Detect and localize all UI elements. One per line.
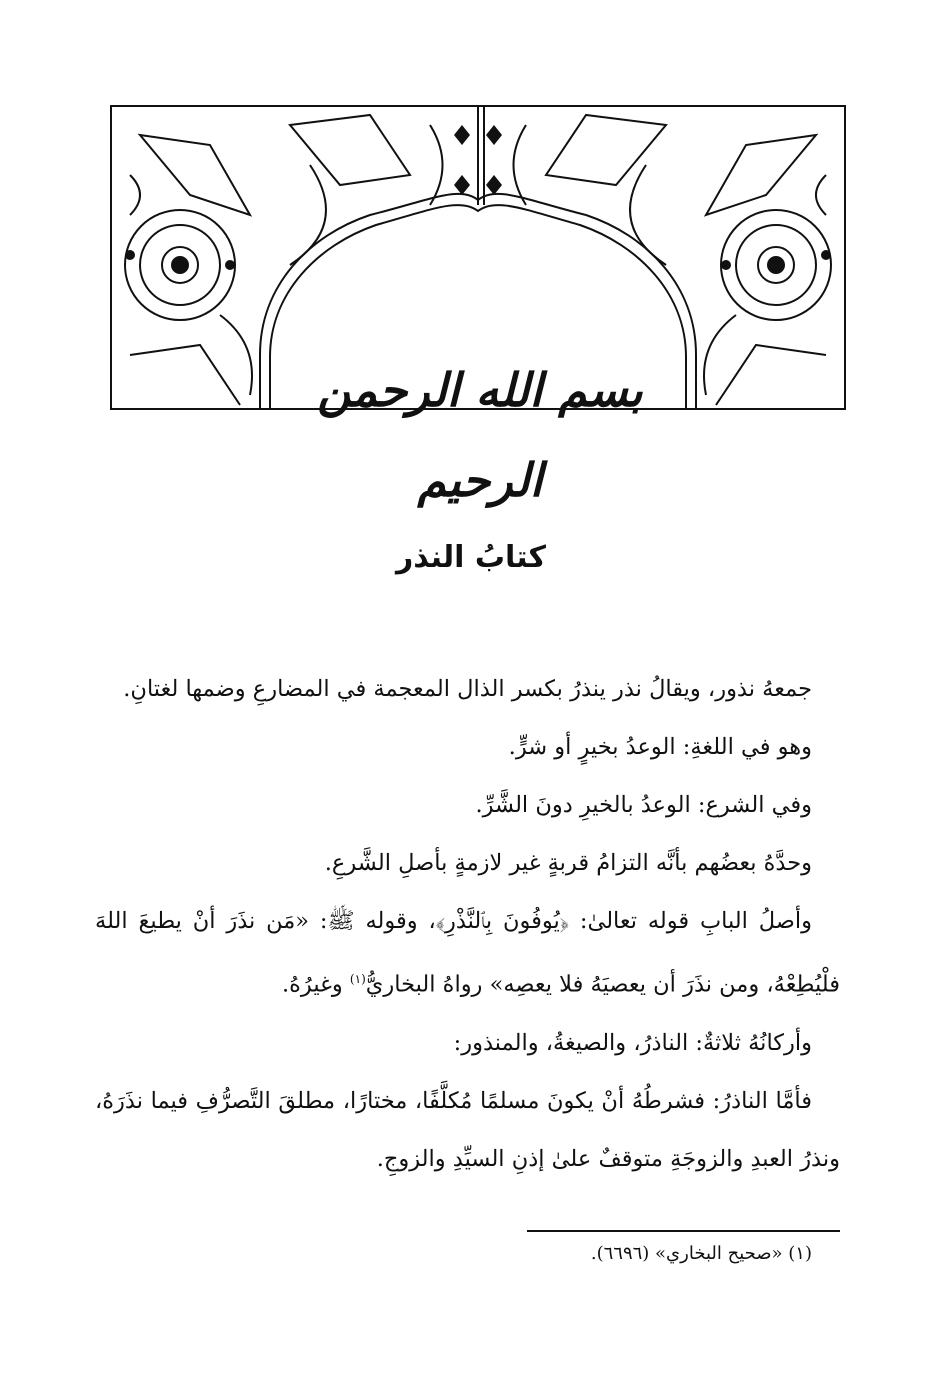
paragraph-5-text: وأصلُ البابِ قوله تعالىٰ: ﴿يُوفُونَ بِٱلنَّذْرِ﴾، وقوله ﷺ: «مَن نذَرَ أنْ يطيعَ اللهَ فلْيُطِعْهُ، ومن نذَرَ أن يعصيَهُ فلا يعصِه» رواهُ البخاريُّ [95, 908, 840, 998]
paragraph-1: جمعهُ نذور، ويقالُ نذر ينذرُ بكسر الذال المعجمة في المضارعِ وضمها لغتانِ. [123, 676, 812, 702]
chapter-title: كتابُ النذر [396, 540, 546, 575]
footnote: (١) «صحيح البخاري» (٦٦٩٦). [590, 1243, 812, 1264]
paragraph-2: وهو في اللغةِ: الوعدُ بخيرٍ أو شرٍّ. [508, 734, 812, 760]
paragraph-7: فأمَّا الناذرُ: فشرطُهُ أنْ يكونَ مسلمًا مُكلَّفًا، مختارًا، مطلقَ التَّصرُّفِ فيما نذَرَهُ، ونذرُ العبدِ والزوجَةِ متوقفٌ علىٰ إذنِ السيِّدِ والزوجِ. [95, 1087, 840, 1172]
footnote-marker: (١) [349, 972, 366, 986]
main-text [95, 660, 840, 1188]
paragraph-5-tail: وغيرُهُ. [281, 971, 350, 998]
footnote-divider [527, 1230, 840, 1232]
basmala-calligraphy: بسم الله الرحمن الرحيم [317, 363, 643, 507]
paragraph-6: وأركانُهُ ثلاثةٌ: الناذرُ، والصيغةُ، والمنذور: [453, 1029, 812, 1056]
paragraph-4: وحدَّهُ بعضُهم بأنَّه التزامُ قربةٍ غير لازمةٍ بأصلِ الشَّرعِ. [324, 850, 812, 876]
paragraph-5 [95, 892, 840, 1014]
paragraph-3: وفي الشرع: الوعدُ بالخيرِ دونَ الشَّرِّ. [475, 792, 812, 818]
